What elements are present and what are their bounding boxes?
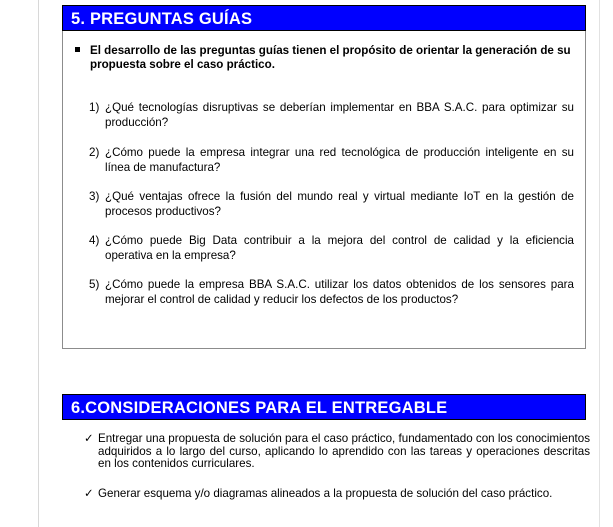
consideration-1 (84, 433, 590, 471)
question-number: 3) (89, 190, 100, 203)
consideration-2 (84, 488, 590, 501)
question-text: ¿Cómo puede la empresa integrar una red tecnológica de producción inteligente en su línea de manufactura? (105, 146, 574, 174)
question-number: 2) (89, 146, 100, 159)
consideration-text: Entregar una propuesta de solución para el caso práctico, fundamentado con los conocimientos adquiridos a lo largo del curso, aplicando lo aprendido con las tareas y operaciones descritas en los contenidos curriculares. (98, 432, 590, 470)
question-3 (89, 190, 574, 219)
question-4 (89, 234, 574, 263)
question-1 (89, 101, 574, 130)
question-number: 4) (89, 234, 100, 247)
question-text: ¿Cómo puede Big Data contribuir a la mejora del control de calidad y la eficiencia operativa en la empresa? (105, 234, 574, 262)
question-number: 5) (89, 278, 100, 291)
consideration-text: Generar esquema y/o diagramas alineados a la propuesta de solución del caso práctico. (98, 487, 553, 500)
section-6-header: 6.CONSIDERACIONES PARA EL ENTREGABLE (62, 394, 586, 420)
section-5-intro: El desarrollo de las preguntas guías tienen el propósito de orientar la generación de su propuesta sobre el caso práctico. (90, 44, 571, 71)
checkmark-icon: ✓ (84, 487, 94, 500)
page-right-margin-line (599, 0, 600, 527)
section-5-header: 5. PREGUNTAS GUÍAS (62, 5, 586, 31)
square-bullet-icon (75, 47, 80, 52)
checkmark-icon: ✓ (84, 432, 94, 445)
question-5 (89, 278, 574, 307)
question-2 (89, 146, 574, 175)
page-left-margin-line (38, 0, 39, 527)
question-text: ¿Qué ventajas ofrece la fusión del mundo real y virtual mediante IoT en la gestión de procesos productivos? (105, 190, 574, 218)
question-number: 1) (89, 101, 100, 114)
question-text: ¿Qué tecnologías disruptivas se deberían implementar en BBA S.A.C. para optimizar su producción? (105, 101, 574, 129)
question-text: ¿Cómo puede la empresa BBA S.A.C. utilizar los datos obtenidos de los sensores para mejorar el control de calidad y reducir los defectos de los productos? (105, 278, 574, 306)
